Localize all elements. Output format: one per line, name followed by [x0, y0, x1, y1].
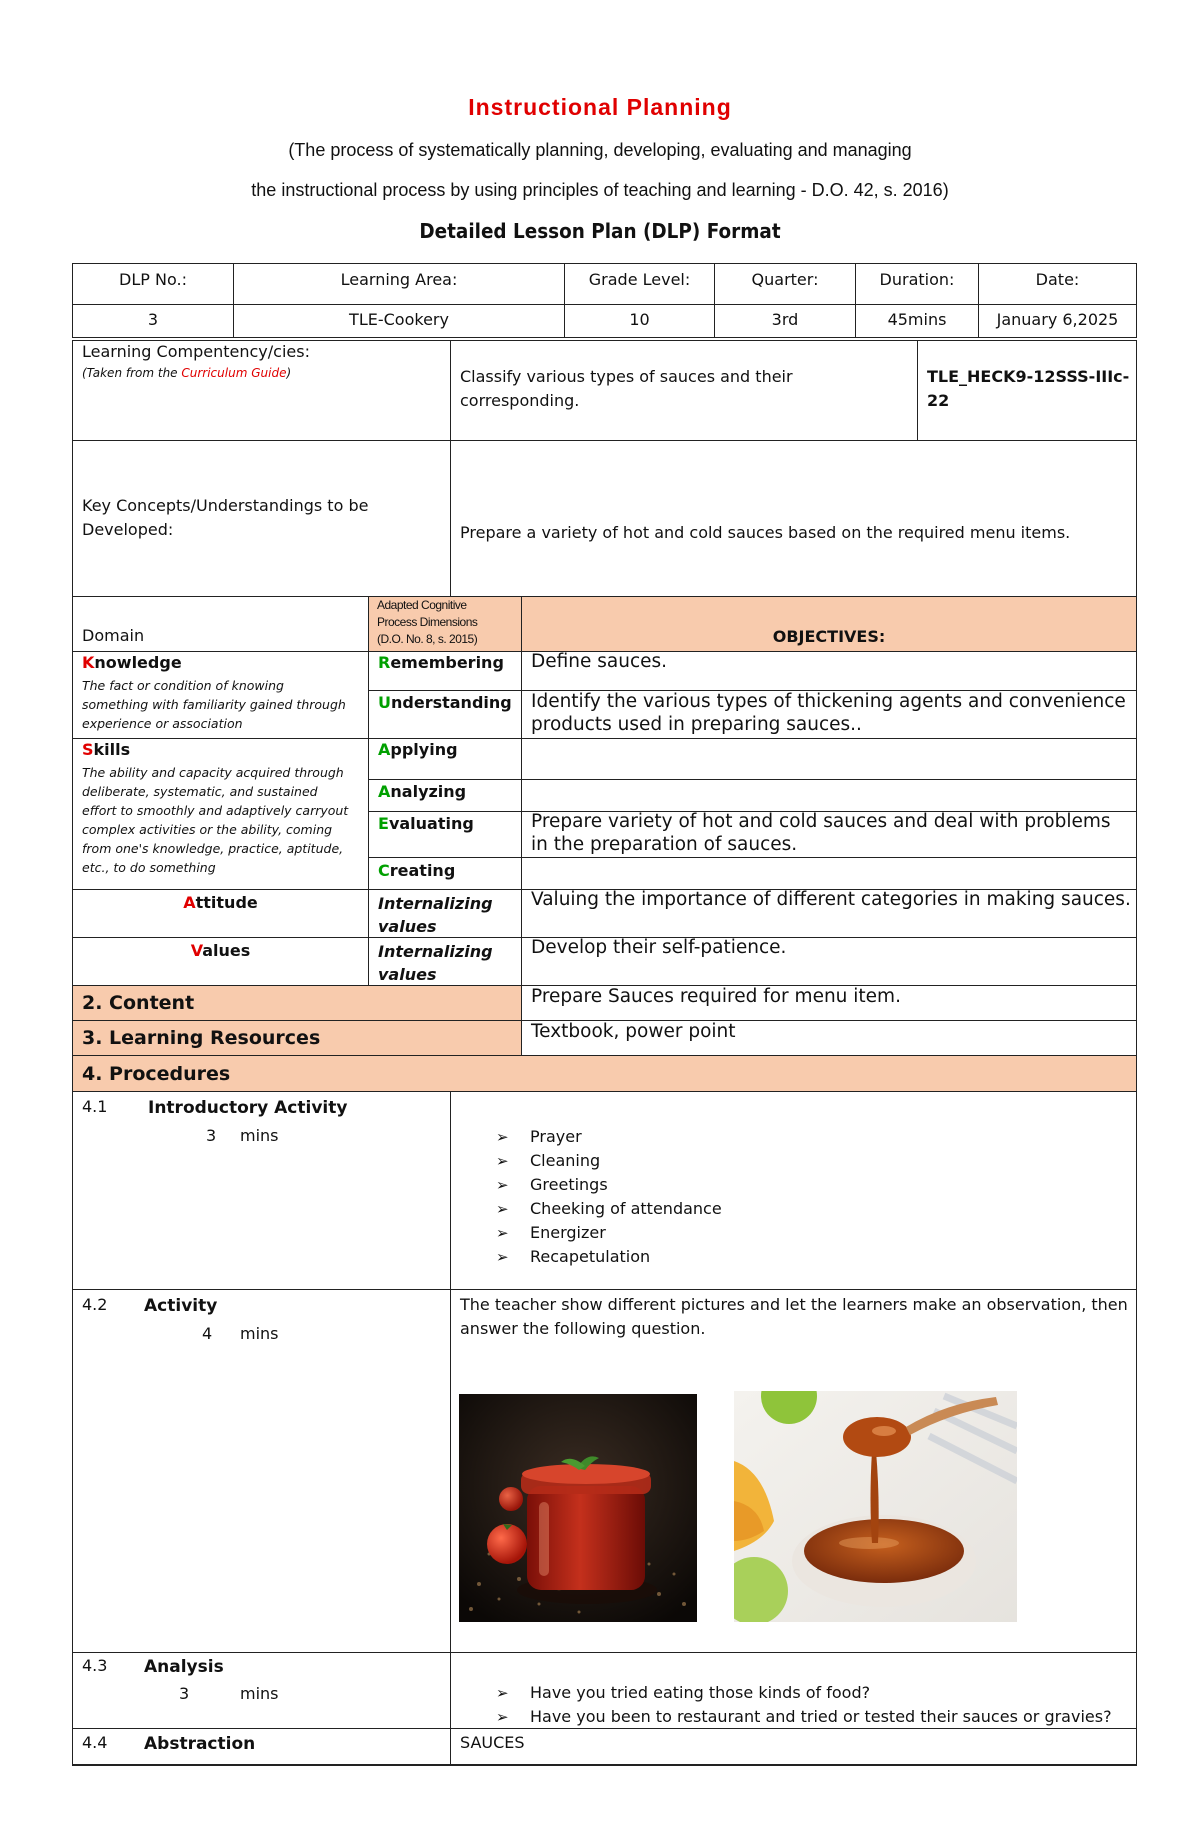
- domain-header: Domain: [82, 626, 145, 645]
- adapted-header-line-2: Process Dimensions: [377, 615, 478, 629]
- analysis-number: 4.3: [82, 1656, 108, 1675]
- duration-label: Duration:: [879, 270, 955, 289]
- competency-label: Learning Compentency/cies:: [82, 342, 310, 361]
- abstraction-content-cell: [450, 1728, 1137, 1766]
- procedures-header-cell: [72, 1055, 1137, 1092]
- applying-objective-cell: [521, 738, 1137, 780]
- values-level-line-2: values: [378, 965, 437, 984]
- date-value: January 6,2025: [996, 310, 1119, 329]
- intro-number: 4.1: [82, 1097, 108, 1116]
- activity-text-line-2: answer the following question.: [460, 1319, 706, 1338]
- knowledge-title: Knowledge: [82, 653, 182, 672]
- abstraction-label-cell: [72, 1728, 451, 1766]
- activity-time-unit: mins: [240, 1324, 279, 1343]
- learning-area-value: TLE-Cookery: [349, 310, 449, 329]
- list-item: ➢ Prayer: [496, 1125, 722, 1149]
- activity-number: 4.2: [82, 1295, 108, 1314]
- attitude-title: Attitude: [183, 893, 258, 912]
- competency-code-line-2: 22: [927, 391, 950, 410]
- analysis-title: Analysis: [144, 1657, 224, 1677]
- duration-value: 45mins: [887, 310, 947, 329]
- skills-desc-line-5: from one's knowledge, practice, aptitude,: [82, 841, 344, 856]
- content-label: 2. Content: [82, 992, 195, 1014]
- sauce-spoon-photo: [734, 1391, 1017, 1622]
- subtitle-line-2: the instructional process by using principles of teaching and learning - D.O. 42, s. 2016): [251, 180, 949, 200]
- bottom-divider: [72, 1764, 1137, 1766]
- understanding-label: Understanding: [378, 693, 512, 712]
- key-concepts-label-line-1: Key Concepts/Understandings to be: [82, 496, 369, 515]
- analysis-time-unit: mins: [240, 1684, 279, 1703]
- quarter-label: Quarter:: [751, 270, 819, 289]
- dlp-no-value: 3: [147, 310, 159, 329]
- curriculum-guide-note: (Taken from the Curriculum Guide): [82, 366, 292, 380]
- competency-text-line-2: corresponding.: [460, 391, 580, 410]
- knowledge-desc-line-2: something with familiarity gained through: [82, 697, 346, 712]
- page-title: Instructional Planning: [468, 94, 732, 120]
- skills-desc-line-6: etc., to do something: [82, 860, 216, 875]
- subtitle-line-1: (The process of systematically planning, developing, evaluating and managing: [288, 140, 912, 160]
- list-item: ➢ Cleaning: [496, 1149, 722, 1173]
- values-title: Values: [190, 941, 251, 960]
- date-label: Date:: [1035, 270, 1080, 289]
- intro-time: 3: [206, 1126, 217, 1145]
- list-item: ➢ Energizer: [496, 1221, 722, 1245]
- competency-code-cell: [917, 340, 1137, 441]
- skills-desc-line-4: complex activities or the ability, coming: [82, 822, 333, 837]
- skills-desc-line-1: The ability and capacity acquired through: [82, 765, 344, 780]
- activity-text-line-1: The teacher show different pictures and let the learners make an observation, then: [460, 1295, 1128, 1314]
- quarter-value: 3rd: [771, 310, 799, 329]
- skills-desc-line-2: deliberate, systematic, and sustained: [82, 784, 318, 799]
- analyzing-objective-cell: [521, 779, 1137, 812]
- skills-title: Skills: [82, 740, 131, 759]
- remembering-label: Remembering: [378, 653, 504, 672]
- list-item: ➢ Have you been to restaurant and tried or tested their sauces or gravies?: [496, 1705, 1112, 1729]
- remembering-objective: Define sauces.: [531, 651, 668, 672]
- values-level-line-1: Internalizing: [378, 942, 493, 961]
- key-concepts-text-cell: [450, 440, 1137, 597]
- resources-text: Textbook, power point: [531, 1021, 736, 1042]
- analyzing-label: Analyzing: [378, 782, 467, 801]
- evaluating-label: Evaluating: [378, 814, 474, 833]
- skills-desc-line-3: effort to smoothly and adaptively carryout: [82, 803, 349, 818]
- knowledge-desc-line-1: The fact or condition of knowing: [82, 678, 284, 693]
- objectives-header: OBJECTIVES:: [772, 627, 886, 646]
- grade-level-label: Grade Level:: [588, 270, 691, 289]
- intro-title: Introductory Activity: [148, 1098, 348, 1118]
- competency-text-line-1: Classify various types of sauces and their: [460, 367, 793, 386]
- activity-title: Activity: [144, 1296, 218, 1316]
- intro-activity-list: [496, 1125, 722, 1269]
- analysis-question-list: [496, 1681, 1112, 1729]
- creating-label: Creating: [378, 861, 456, 880]
- adapted-header-line-1: Adapted Cognitive: [377, 598, 467, 612]
- list-item: ➢ Recapetulation: [496, 1245, 722, 1269]
- resources-label: 3. Learning Resources: [82, 1027, 321, 1049]
- values-objective: Develop their self-patience.: [531, 937, 787, 958]
- evaluating-objective: Prepare variety of hot and cold sauces and deal with problems in the preparation of sauces.: [531, 811, 1111, 855]
- activity-time: 4: [202, 1324, 213, 1343]
- key-concepts-label-line-2: Developed:: [82, 520, 174, 539]
- knowledge-desc-line-3: experience or association: [82, 716, 243, 731]
- abstraction-text: SAUCES: [460, 1733, 525, 1752]
- intro-label-cell: [72, 1091, 451, 1290]
- competency-code-line-1: TLE_HECK9-12SSS-IIIc-: [927, 367, 1130, 386]
- learning-area-label: Learning Area:: [340, 270, 458, 289]
- creating-objective-cell: [521, 857, 1137, 890]
- list-item: ➢ Cheeking of attendance: [496, 1197, 722, 1221]
- procedures-label: 4. Procedures: [82, 1063, 231, 1085]
- sauce-jar-photo: [459, 1394, 697, 1622]
- attitude-objective: Valuing the importance of different categories in making sauces.: [531, 889, 1131, 910]
- understanding-objective: Identify the various types of thickening agents and convenience products used in preparing sauces..: [531, 691, 1126, 735]
- list-item: ➢ Greetings: [496, 1173, 722, 1197]
- abstraction-title: Abstraction: [144, 1734, 256, 1754]
- applying-label: Applying: [378, 740, 458, 759]
- attitude-level-line-2: values: [378, 917, 437, 936]
- analysis-time: 3: [179, 1684, 190, 1703]
- grade-level-value: 10: [629, 310, 650, 329]
- format-title: Detailed Lesson Plan (DLP) Format: [419, 219, 781, 243]
- content-text: Prepare Sauces required for menu item.: [531, 986, 901, 1007]
- key-concepts-text: Prepare a variety of hot and cold sauces based on the required menu items.: [460, 523, 1071, 542]
- abstraction-number: 4.4: [82, 1733, 108, 1752]
- adapted-header-line-3: (D.O. No. 8, s. 2015): [377, 632, 478, 646]
- dlp-no-label: DLP No.:: [119, 270, 187, 289]
- list-item: ➢ Have you tried eating those kinds of food?: [496, 1681, 1112, 1705]
- intro-time-unit: mins: [240, 1126, 279, 1145]
- key-concepts-label-cell: [72, 440, 451, 597]
- attitude-level-line-1: Internalizing: [378, 894, 493, 913]
